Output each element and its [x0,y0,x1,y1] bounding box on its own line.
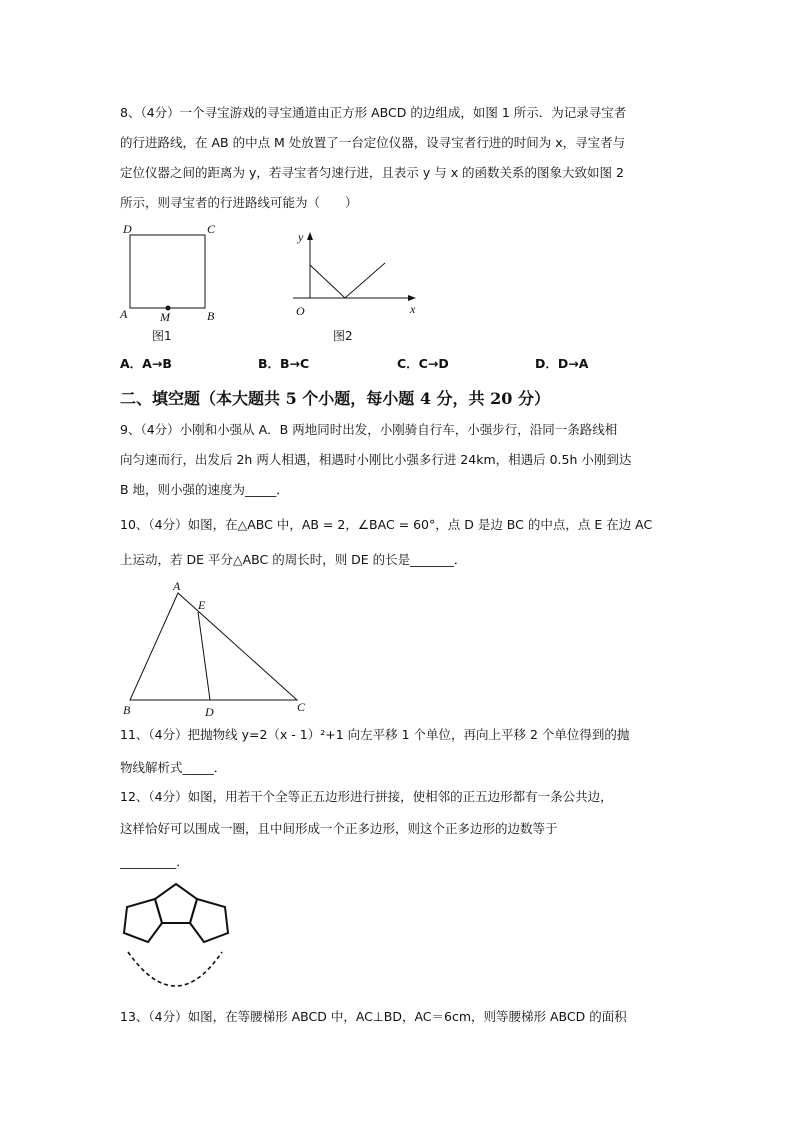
option-c[interactable]: C．C→D [397,356,449,371]
pentagon-ring-figure [124,884,228,986]
figure-1-square [119,222,216,343]
q12-line: _________． [120,854,189,869]
q12-line: 这样恰好可以围成一圈，且中间形成一个正多边形，则这个正多边形的边数等于 [120,821,558,836]
label-y: y [298,230,304,244]
q8-line: 所示，则寻宝者的行进路线可能为（ ） [120,195,358,210]
figure-1-caption: 图1 [152,329,172,343]
label-a: A [173,579,181,593]
q8-line: 的行进路线，在 AB 的中点 M 处放置了一台定位仪器，设寻宝者行进的时间为 x，寻宝者与 [120,135,626,150]
q8-line: 定位仪器之间的距离为 y，若寻宝者匀速行进，且表示 y 与 x 的函数关系的图象大致如图 2 [120,165,624,180]
option-d[interactable]: D．D→A [535,356,589,371]
label-o: O [296,304,305,318]
q9-line: 向匀速而行，出发后 2h 两人相遇，相遇时小刚比小强多行进 24km，相遇后 0.5h 小刚到达 [120,452,632,467]
option-b[interactable]: B．B→C [258,356,310,371]
q9-line: B 地，则小强的速度为_____． [120,482,289,497]
label-e: E [198,598,206,612]
option-a[interactable]: A．A→B [120,356,172,371]
triangle-figure [123,579,306,719]
label-d: D [205,705,214,719]
q10-line: 上运动，若 DE 平分△ABC 的周长时，则 DE 的长是_______． [120,552,467,567]
label-m: M [160,310,170,324]
label-x: x [410,302,416,316]
figure-2-caption: 图2 [333,329,353,343]
q13-line: 13、（4分）如图，在等腰梯形 ABCD 中，AC⊥BD，AC＝6cm，则等腰梯形 ABCD 的面积 [120,1009,627,1024]
q8-line: 8、（4分）一个寻宝游戏的寻宝通道由正方形 ABCD 的边组成，如图 1 所示．为记录寻宝者 [120,105,627,120]
label-a: A [120,307,128,321]
q10-line: 10、（4分）如图，在△ABC 中，AB = 2，∠BAC = 60°，点 D 是边 BC 的中点，点 E 在边 AC [120,517,653,532]
figure-2-graph [293,230,416,343]
section-title: 二、填空题（本大题共 5 个小题，每小题 4 分，共 20 分） [120,389,550,408]
q9-line: 9、（4分）小刚和小强从 A．B 两地同时出发，小刚骑自行车，小强步行，沿同一条路线相 [120,422,618,437]
label-d: D [123,222,132,236]
q11-line: 物线解析式_____． [120,760,227,775]
label-b: B [123,703,131,717]
label-c: C [207,222,216,236]
q11-line: 11、（4分）把抛物线 y=2（x - 1）²+1 向左平移 1 个单位，再向上平移 2 个单位得到的抛 [120,727,630,742]
label-c: C [297,700,306,714]
label-b: B [207,309,215,323]
q12-line: 12、（4分）如图，用若干个全等正五边形进行拼接，使相邻的正五边形都有一条公共边， [120,789,613,804]
